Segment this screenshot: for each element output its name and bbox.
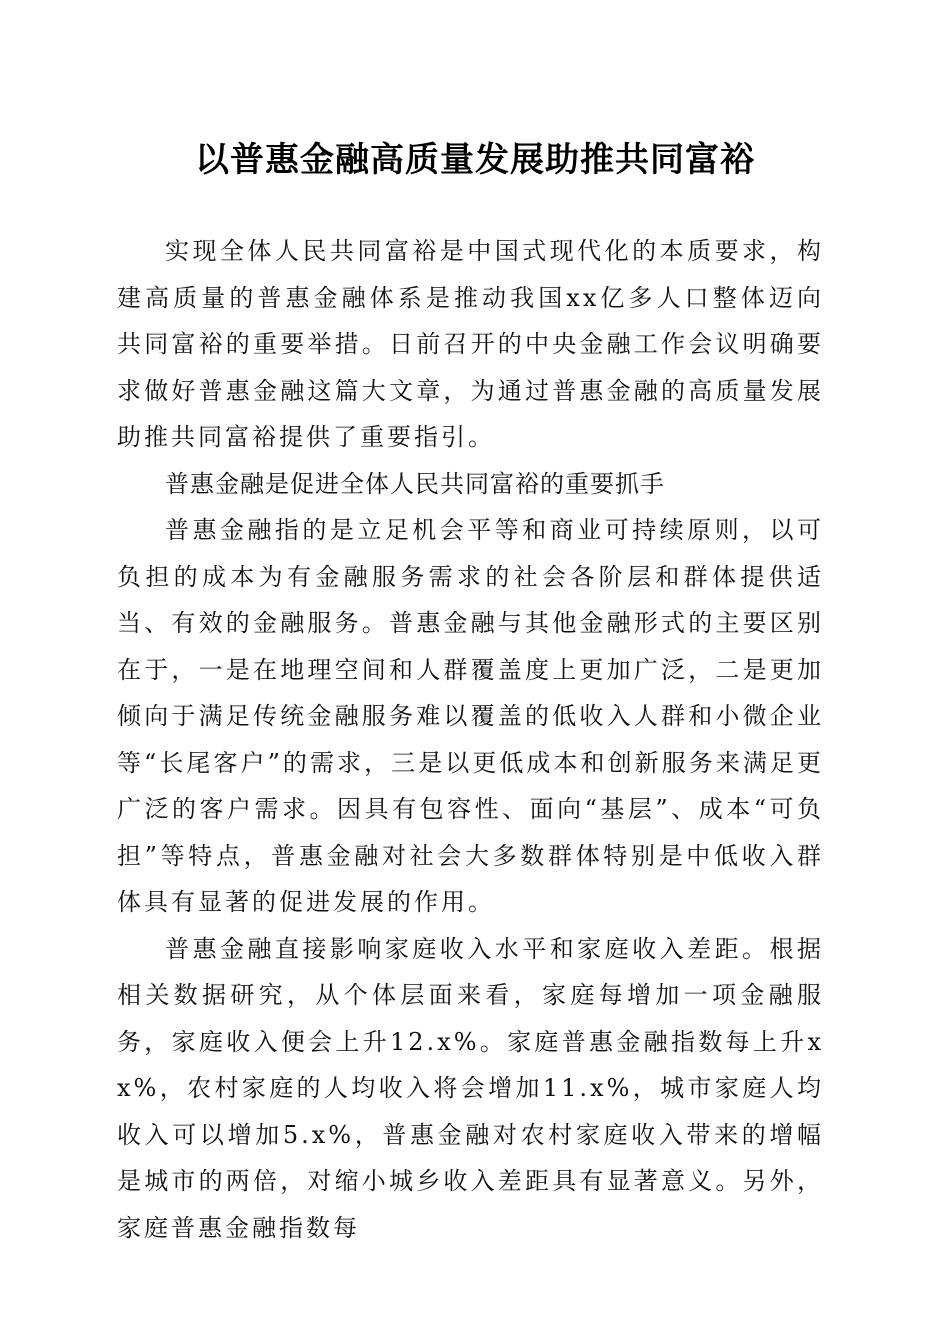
document-body — [117, 228, 824, 1251]
paragraph-definition: 普惠金融指的是立足机会平等和商业可持续原则，以可负担的成本为有金融服务需求的社会各阶层和群体提供适当、有效的金融服务。普惠金融与其他金融形式的主要区别在于，一是在地理空间和人群覆盖度上更加广泛，二是更加倾向于满足传统金融服务难以覆盖的低收入人群和小微企业等“长尾客户”的需求，三是以更低成本和创新服务来满足更广泛的客户需求。因具有包容性、面向“基层”、成本“可负担”等特点，普惠金融对社会大多数群体特别是中低收入群体具有显著的促进发展的作用。 — [117, 516, 824, 916]
paragraph-intro: 实现全体人民共同富裕是中国式现代化的本质要求，构建高质量的普惠金融体系是推动我国xx亿多人口整体迈向共同富裕的重要举措。日前召开的中央金融工作会议明确要求做好普惠金融这篇大文章，为通过普惠金融的高质量发展助推共同富裕提供了重要指引。 — [117, 237, 824, 451]
document-title: 以普惠金融高质量发展助推共同富裕 — [195, 140, 755, 180]
paragraph-income-effect: 普惠金融直接影响家庭收入水平和家庭收入差距。根据相关数据研究，从个体层面来看，家庭每增加一项金融服务，家庭收入便会上升12.x%。家庭普惠金融指数每上升xx%，农村家庭的人均收入将会增加11.x%，城市家庭人均收入可以增加5.x%，普惠金融对农村家庭收入带来的增幅是城市的两倍，对缩小城乡收入差距具有显著意义。另外，家庭普惠金融指数每 — [117, 934, 824, 1242]
section-heading: 普惠金融是促进全体人民共同富裕的重要抓手 — [165, 469, 665, 498]
